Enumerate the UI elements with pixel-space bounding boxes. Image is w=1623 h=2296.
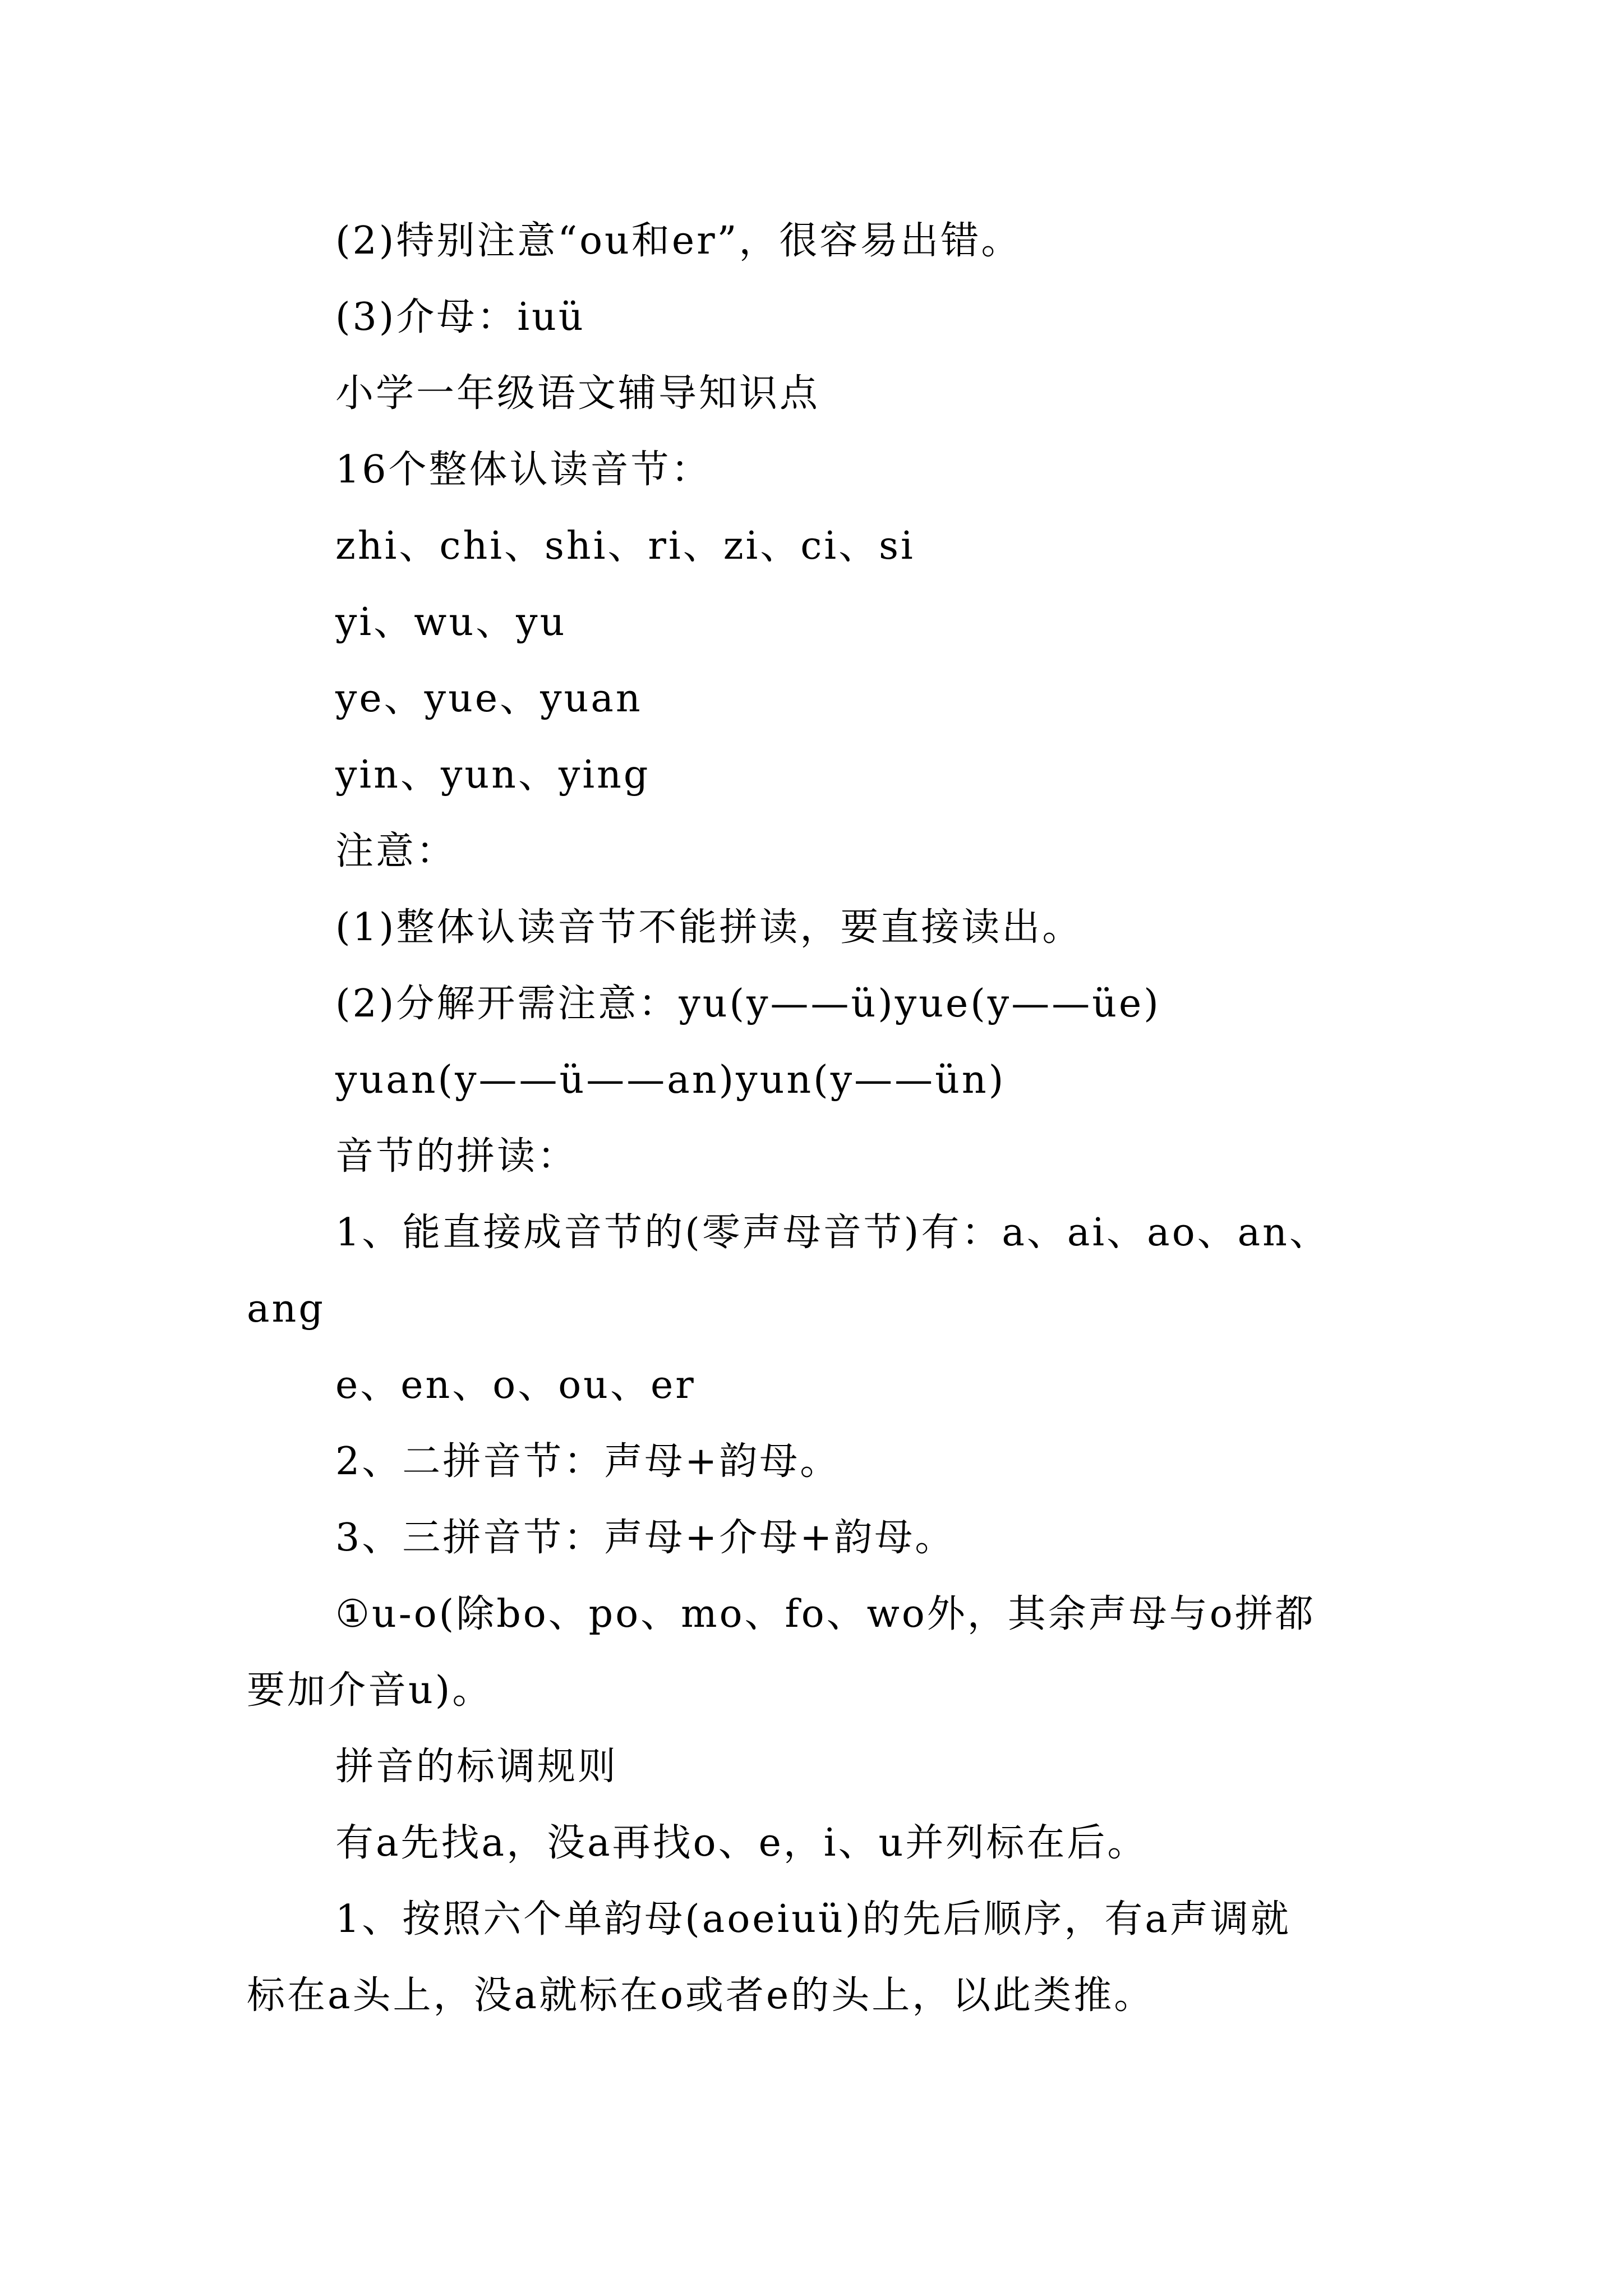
text-line: yuan(y——ü——an)yun(y——ün) (335, 1058, 1006, 1102)
text-line: 1、能直接成音节的(零声母音节)有：a、ai、ao、an、 (335, 1211, 1330, 1255)
text-line: ang (247, 1287, 325, 1331)
text-line: yi、wu、yu (335, 600, 567, 645)
text-line: e、en、o、ou、er (335, 1363, 696, 1407)
text-line: 2、二拼音节：声母+韵母。 (335, 1439, 841, 1484)
text-line: 注意： (335, 829, 457, 873)
text-line: (1)整体认读音节不能拼读，要直接读出。 (335, 905, 1083, 950)
text-line: (2)分解开需注意：yu(y——ü)yue(y——üe) (335, 982, 1161, 1026)
text-line: (2)特别注意“ou和er”，很容易出错。 (335, 219, 1022, 263)
text-line: 标在a头上，没a就标在o或者e的头上，以此类推。 (247, 1973, 1155, 2018)
text-line: yin、yun、ying (335, 753, 651, 797)
section-heading: 小学一年级语文辅导知识点 (335, 371, 820, 416)
text-line: 有a先找a，没a再找o、e，i、u并列标在后。 (335, 1821, 1148, 1865)
text-line: 音节的拼读： (335, 1134, 578, 1179)
text-line: 要加介音u)。 (247, 1668, 493, 1713)
section-heading: 拼音的标调规则 (335, 1745, 619, 1789)
text-line: 1、按照六个单韵母(aoeiuü)的先后顺序，有a声调就 (335, 1897, 1291, 1941)
text-line: 16个整体认读音节： (335, 448, 712, 492)
text-line: (3)介母：iuü (335, 295, 585, 339)
text-line: ①u-o(除bo、po、mo、fo、wo外，其余声母与o拼都 (335, 1592, 1316, 1636)
text-line: zhi、chi、shi、ri、zi、ci、si (335, 524, 915, 568)
text-line: 3、三拼音节：声母+介母+韵母。 (335, 1516, 956, 1560)
text-line: ye、yue、yuan (335, 677, 643, 721)
